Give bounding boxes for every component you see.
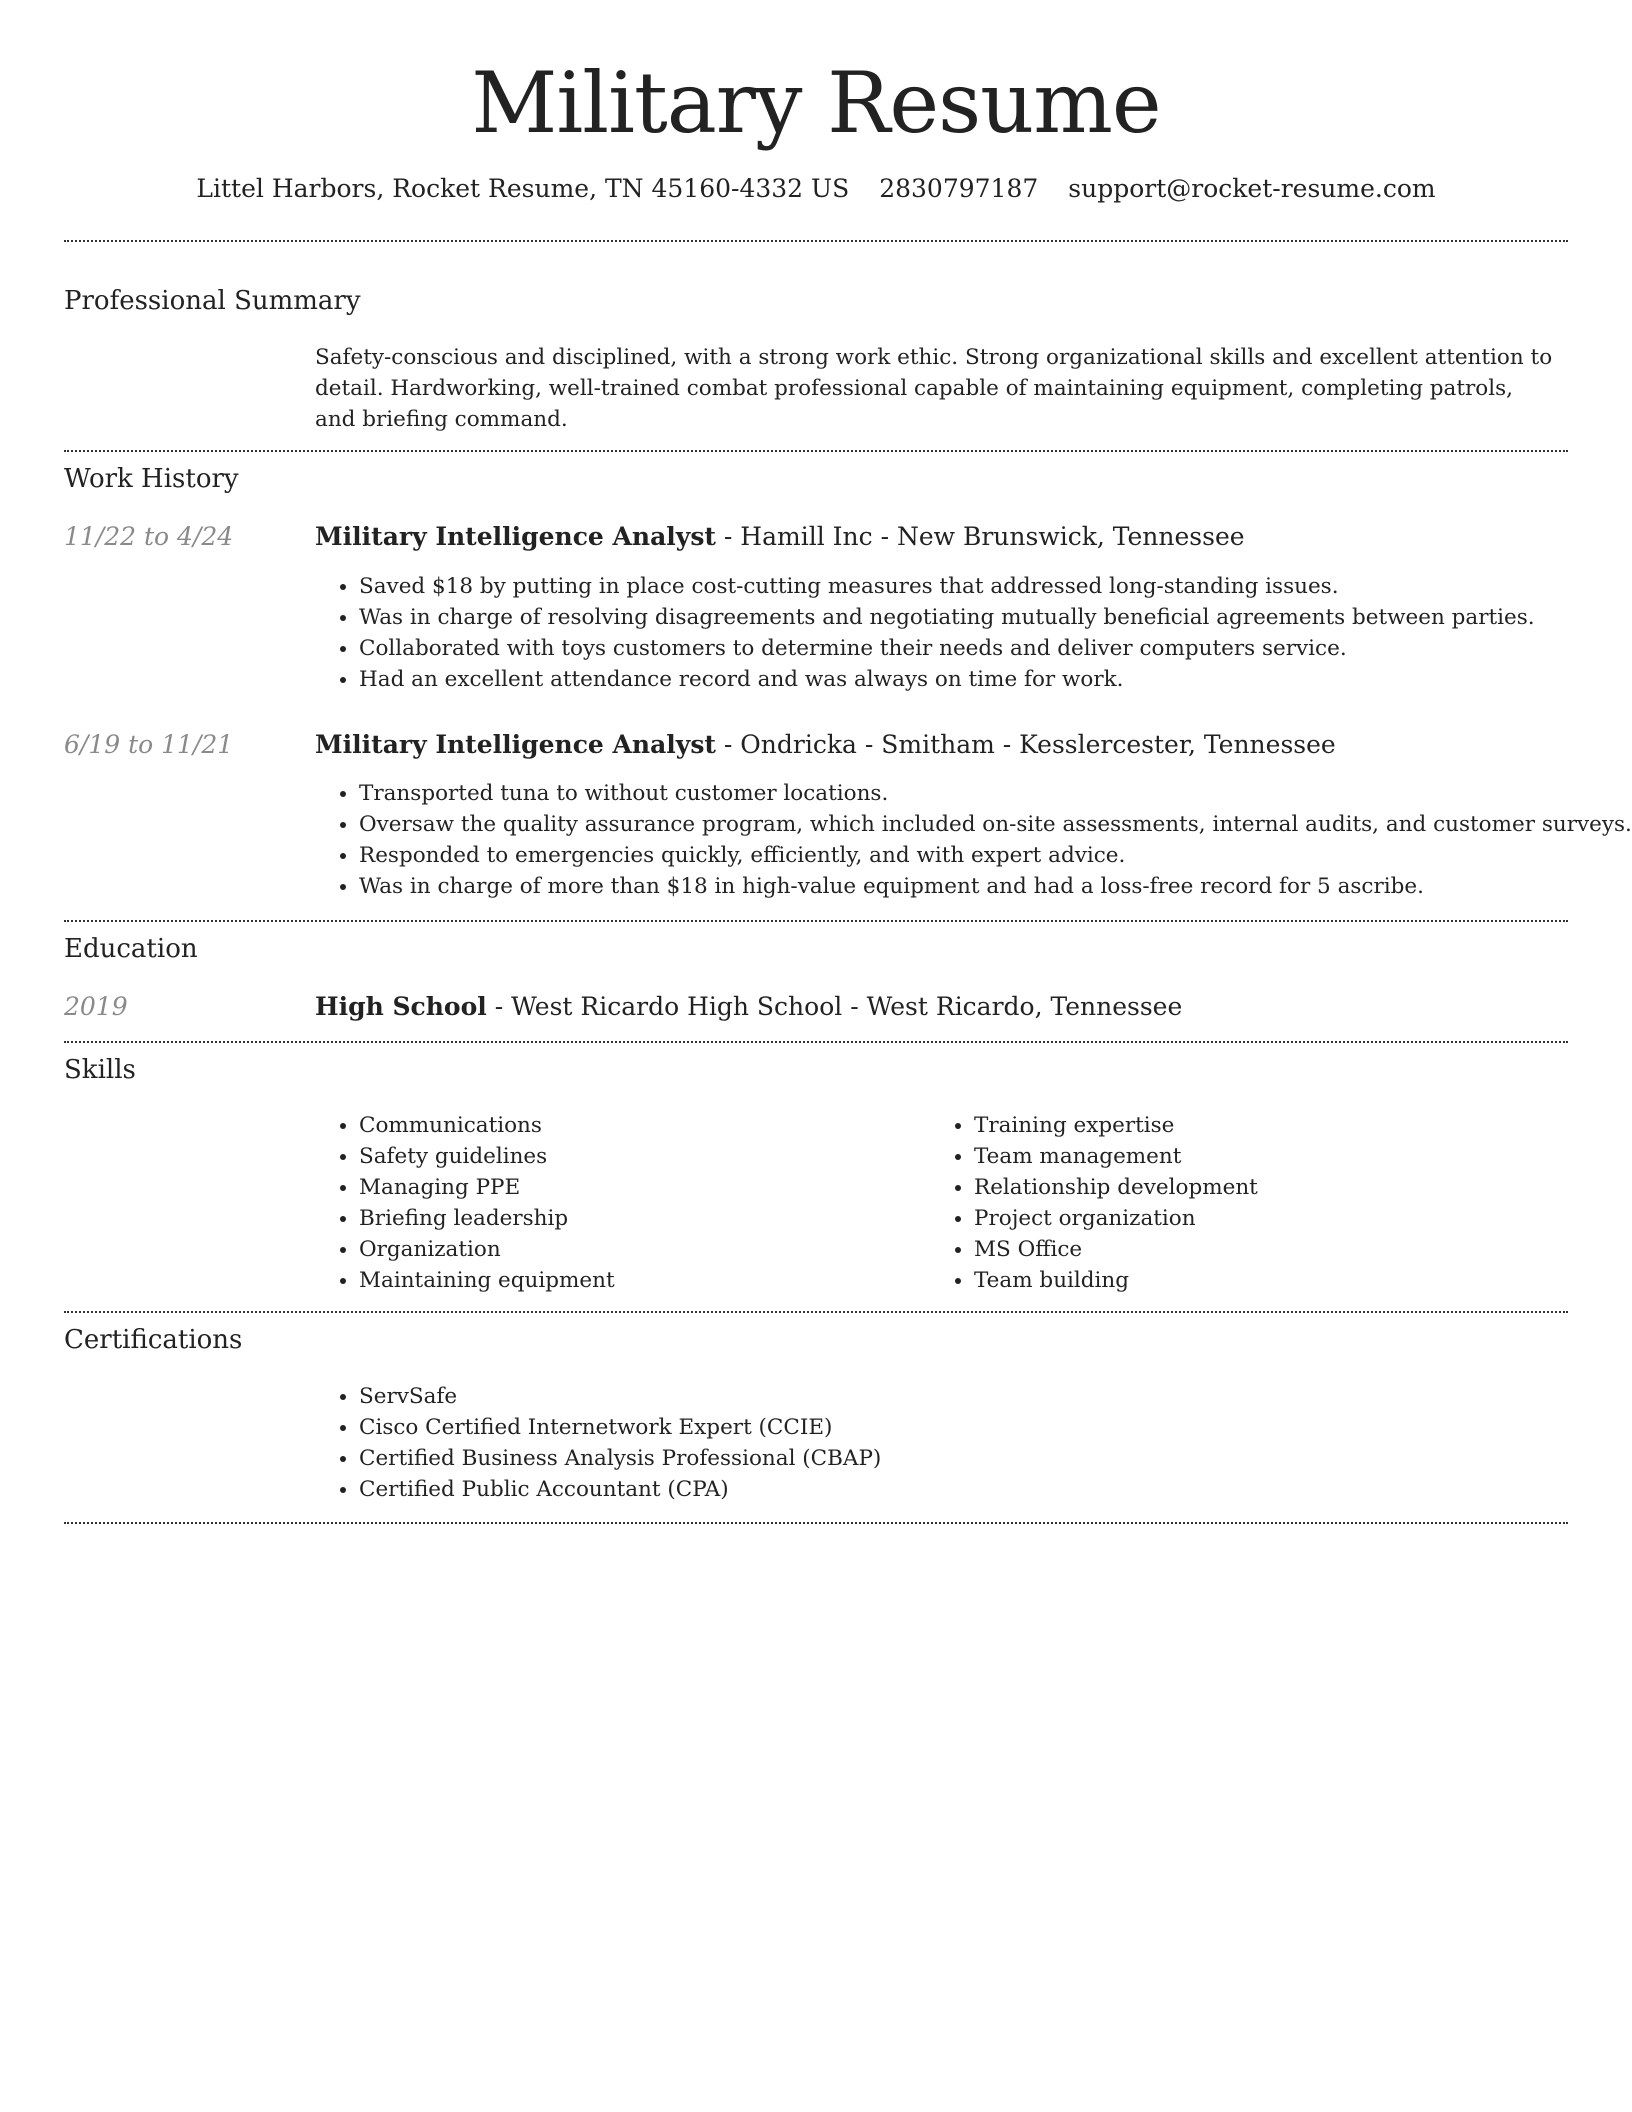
section-title-summary: Professional Summary xyxy=(64,286,361,316)
list-item: • Training expertise xyxy=(974,1110,1258,1141)
section-divider xyxy=(64,920,1568,922)
education-heading xyxy=(315,990,1182,1024)
section-title-education: Education xyxy=(64,934,198,964)
list-item: • Collaborated with toys customers to determine their needs and deliver computers service. xyxy=(359,633,1535,664)
list-item: • Responded to emergencies quickly, efficiently, and with expert advice. xyxy=(359,840,1632,871)
list-item: • Managing PPE xyxy=(359,1172,615,1203)
skills-list-left xyxy=(315,1110,615,1296)
job-bullets xyxy=(315,571,1535,695)
list-item: • Had an excellent attendance record and was always on time for work. xyxy=(359,664,1535,695)
job-dates: 11/22 to 4/24 xyxy=(64,522,234,551)
list-item: • Certified Business Analysis Professional (CBAP) xyxy=(359,1443,881,1474)
section-title-certifications: Certifications xyxy=(64,1325,243,1355)
list-item: • Transported tuna to without customer locations. xyxy=(359,778,1632,809)
list-item: • Organization xyxy=(359,1234,615,1265)
contact-email: support@rocket-resume.com xyxy=(1068,174,1436,203)
job-details: - Hamill Inc - New Brunswick, Tennessee xyxy=(715,522,1245,551)
contact-line xyxy=(64,172,1568,206)
list-item: • Cisco Certified Internetwork Expert (CCIE) xyxy=(359,1412,881,1443)
job-dates: 6/19 to 11/21 xyxy=(64,730,234,759)
job-heading xyxy=(315,520,1245,554)
job-role: Military Intelligence Analyst xyxy=(315,730,716,759)
contact-address: Littel Harbors, Rocket Resume, TN 45160-4332 US xyxy=(196,174,850,203)
skills-list-right xyxy=(930,1110,1258,1296)
section-title-work: Work History xyxy=(64,464,239,494)
section-divider xyxy=(64,1041,1568,1043)
section-title-skills: Skills xyxy=(64,1055,136,1085)
list-item: • Team management xyxy=(974,1141,1258,1172)
list-item: • Safety guidelines xyxy=(359,1141,615,1172)
section-divider xyxy=(64,1311,1568,1313)
job-details: - Ondricka - Smitham - Kesslercester, Tennessee xyxy=(715,730,1336,759)
list-item: • Relationship development xyxy=(974,1172,1258,1203)
list-item: • Saved $18 by putting in place cost-cutting measures that addressed long-standing issues. xyxy=(359,571,1535,602)
list-item: • Briefing leadership xyxy=(359,1203,615,1234)
education-degree: High School xyxy=(315,992,487,1021)
contact-phone: 2830797187 xyxy=(879,174,1039,203)
resume-name: Military Resume xyxy=(471,54,1161,152)
list-item: • Communications xyxy=(359,1110,615,1141)
job-role: Military Intelligence Analyst xyxy=(315,522,716,551)
job-bullets xyxy=(315,778,1632,902)
education-year: 2019 xyxy=(64,992,128,1021)
education-details: - West Ricardo High School - West Ricardo, Tennessee xyxy=(486,992,1183,1021)
list-item: • Was in charge of more than $18 in high-value equipment and had a loss-free record for 5 ascribe. xyxy=(359,871,1632,902)
section-divider xyxy=(64,450,1568,452)
list-item: • Certified Public Accountant (CPA) xyxy=(359,1474,881,1505)
section-divider xyxy=(64,240,1568,242)
certifications-list xyxy=(315,1381,881,1505)
list-item: • Team building xyxy=(974,1265,1258,1296)
section-divider xyxy=(64,1522,1568,1524)
list-item: • Oversaw the quality assurance program, which included on-site assessments, internal audits, and customer surveys. xyxy=(359,809,1632,840)
list-item: • Project organization xyxy=(974,1203,1258,1234)
list-item: • ServSafe xyxy=(359,1381,881,1412)
list-item: • MS Office xyxy=(974,1234,1258,1265)
list-item: • Was in charge of resolving disagreements and negotiating mutually beneficial agreements between parties. xyxy=(359,602,1535,633)
summary-text: Safety-conscious and disciplined, with a strong work ethic. Strong organizational skills and excellent attention to detail. Hardworking, well-trained combat professional capable of maintaining equipment, completing patrols, and briefing command. xyxy=(315,345,1553,432)
job-heading xyxy=(315,728,1336,762)
list-item: • Maintaining equipment xyxy=(359,1265,615,1296)
